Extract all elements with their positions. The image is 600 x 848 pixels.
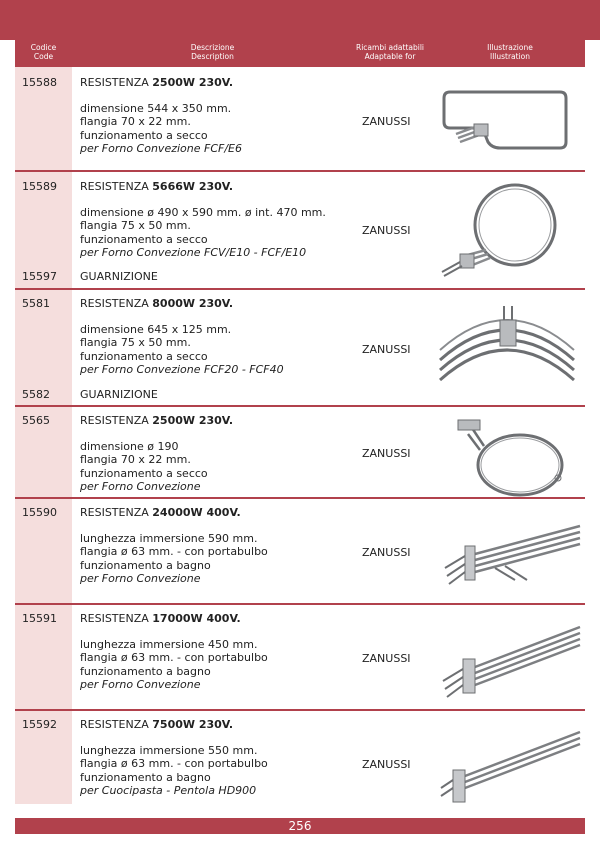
immersion-heating-element-icon [435, 718, 585, 808]
header-desc-en: Description [191, 52, 234, 61]
item-title [80, 297, 370, 310]
item-spec-line: funzionamento a bagno [80, 664, 211, 678]
item-title-prefix: RESISTENZA [80, 180, 153, 193]
item-usage: per Cuocipasta - Pentola HD900 [80, 783, 257, 797]
gasket-code: 5582 [22, 388, 50, 401]
item-code: 15588 [22, 76, 57, 89]
item-adaptable: ZANUSSI [362, 447, 411, 460]
item-spec-line: funzionamento a secco [80, 349, 208, 363]
item-spec-line: dimensione ø 490 x 590 mm. ø int. 470 mm. [80, 206, 326, 220]
header-illus-en: Illustration [489, 52, 531, 61]
header-description [85, 43, 340, 61]
header-illustration [445, 43, 575, 61]
top-band [0, 0, 600, 40]
item-spec-line: flangia 70 x 22 mm. [80, 115, 191, 129]
item-title-rating: 5666W 230V. [152, 180, 234, 193]
item-usage: per Forno Convezione FCF/E6 [80, 141, 242, 155]
item-title-rating: 2500W 230V. [152, 414, 234, 427]
item-description [80, 718, 370, 797]
item-spec-line: dimensione 544 x 350 mm. [80, 102, 232, 116]
item-usage: per Forno Convezione [80, 479, 201, 493]
item-title-rating: 2500W 230V. [152, 76, 234, 89]
row-separator [15, 170, 585, 172]
item-spec-line: funzionamento a bagno [80, 770, 211, 784]
item-title-prefix: RESISTENZA [80, 506, 153, 519]
item-code: 15592 [22, 718, 57, 731]
item-spec-line: flangia ø 63 mm. - con portabulbo [80, 651, 268, 665]
item-code: 5565 [22, 414, 50, 427]
header-adaptable [345, 43, 435, 61]
row-separator [15, 709, 585, 711]
item-title-prefix: RESISTENZA [80, 612, 153, 625]
item-title-rating: 24000W 400V. [152, 506, 241, 519]
item-spec-line: flangia ø 63 mm. - con portabulbo [80, 757, 268, 771]
item-title-rating: 8000W 230V. [152, 297, 234, 310]
header-adapt-en: Adaptable for [364, 52, 416, 61]
item-title [80, 76, 370, 89]
item-adaptable: ZANUSSI [362, 758, 411, 771]
table-header [15, 40, 585, 67]
item-description [80, 506, 370, 585]
item-spec-line: funzionamento a secco [80, 466, 208, 480]
page-number: 256 [288, 819, 312, 833]
item-title [80, 180, 370, 193]
item-spec-line: flangia 70 x 22 mm. [80, 453, 191, 467]
immersion-heating-element-icon [435, 512, 585, 592]
item-title [80, 612, 370, 625]
item-usage: per Forno Convezione FCV/E10 - FCF/E10 [80, 245, 307, 259]
item-title-prefix: RESISTENZA [80, 76, 153, 89]
item-spec-line: lunghezza immersione 550 mm. [80, 744, 258, 758]
item-usage: per Forno Convezione [80, 677, 201, 691]
item-code: 15589 [22, 180, 57, 193]
item-spec-line: flangia 75 x 50 mm. [80, 219, 191, 233]
item-adaptable: ZANUSSI [362, 115, 411, 128]
item-description [80, 180, 370, 259]
header-code-it: Codice [30, 43, 57, 52]
item-title-rating: 7500W 230V. [152, 718, 234, 731]
item-code: 15590 [22, 506, 57, 519]
header-desc-it: Descrizione [190, 43, 235, 52]
item-adaptable: ZANUSSI [362, 546, 411, 559]
item-title [80, 506, 370, 519]
item-title-rating: 17000W 400V. [152, 612, 241, 625]
ring-heating-element-icon [450, 410, 570, 500]
item-spec-line: flangia 75 x 50 mm. [80, 336, 191, 350]
row-separator [15, 288, 585, 290]
page-footer [15, 818, 585, 834]
item-adaptable: ZANUSSI [362, 652, 411, 665]
item-description [80, 612, 370, 691]
gasket-code: 15597 [22, 270, 57, 283]
item-spec-line: funzionamento a secco [80, 128, 208, 142]
item-spec-line: funzionamento a bagno [80, 558, 211, 572]
rectangular-heating-element-icon [430, 80, 570, 160]
item-title [80, 718, 370, 731]
item-description [80, 297, 370, 376]
item-spec-line: dimensione 645 x 125 mm. [80, 323, 232, 337]
item-adaptable: ZANUSSI [362, 224, 411, 237]
item-usage: per Forno Convezione FCF20 - FCF40 [80, 362, 284, 376]
header-illus-it: Illustrazione [487, 43, 533, 52]
gasket-label: GUARNIZIONE [80, 270, 158, 283]
item-spec-line: dimensione ø 190 [80, 440, 179, 454]
item-spec-line: lunghezza immersione 450 mm. [80, 638, 258, 652]
header-adapt-it: Ricambi adattabili [356, 43, 424, 52]
header-code [15, 43, 72, 61]
arc-heating-element-icon [432, 300, 582, 390]
circular-heating-element-icon [430, 180, 570, 280]
item-title-prefix: RESISTENZA [80, 297, 153, 310]
item-adaptable: ZANUSSI [362, 343, 411, 356]
row-separator [15, 405, 585, 407]
item-code: 15591 [22, 612, 57, 625]
header-code-en: Code [33, 52, 54, 61]
item-title-prefix: RESISTENZA [80, 718, 153, 731]
immersion-heating-element-icon [435, 615, 585, 705]
row-separator [15, 497, 585, 499]
gasket-label: GUARNIZIONE [80, 388, 158, 401]
item-description [80, 414, 370, 493]
item-code: 5581 [22, 297, 50, 310]
item-usage: per Forno Convezione [80, 571, 201, 585]
item-title-prefix: RESISTENZA [80, 414, 153, 427]
item-spec-line: funzionamento a secco [80, 232, 208, 246]
item-description [80, 76, 370, 155]
item-title [80, 414, 370, 427]
row-separator [15, 603, 585, 605]
item-spec-line: flangia ø 63 mm. - con portabulbo [80, 545, 268, 559]
item-spec-line: lunghezza immersione 590 mm. [80, 532, 258, 546]
code-column-bg [15, 67, 72, 804]
